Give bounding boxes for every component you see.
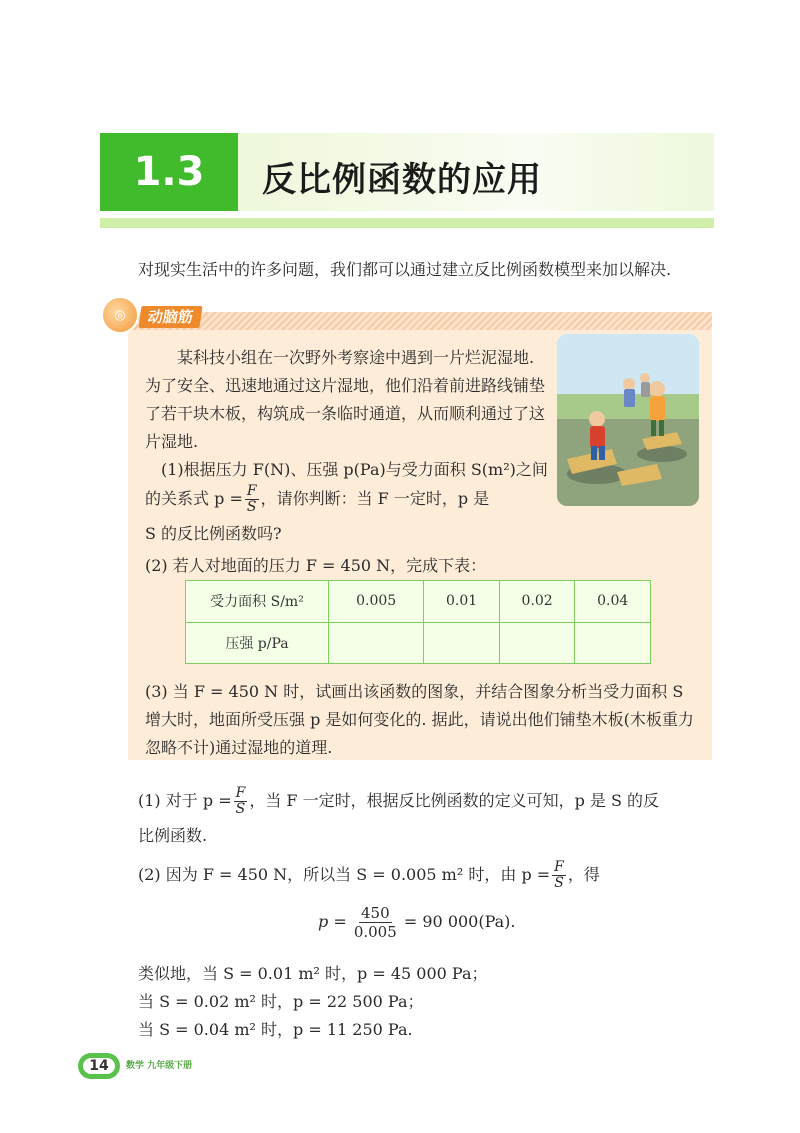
- table-row: [186, 622, 651, 664]
- formula-lhs: p =: [202, 791, 232, 810]
- fraction-numerator: F: [235, 785, 246, 801]
- page-number-badge: [78, 1053, 120, 1079]
- think-label: 动脑筋: [138, 306, 202, 328]
- solution-1-text-b: ，当 F 一定时，根据反比例函数的定义可知，p 是 S 的反: [249, 791, 660, 810]
- question-1: [145, 456, 555, 515]
- section-title: 反比例函数的应用: [262, 160, 542, 200]
- solution-2-text: (2) 因为 F = 450 N，所以当 S = 0.005 m² 时，由: [138, 865, 517, 884]
- formula-fraction: [234, 786, 248, 817]
- solution-2: [138, 860, 600, 891]
- fraction-denominator: S: [235, 801, 246, 817]
- intro-text: 对现实生活中的许多问题，我们都可以通过建立反比例函数模型来加以解决.: [138, 260, 672, 279]
- table-cell-empty: [424, 622, 500, 664]
- equation: [318, 904, 516, 941]
- question-1-text-b: ，请你判断：当 F 一定时，p 是: [260, 489, 490, 508]
- formula-lhs: p =: [214, 489, 243, 508]
- equation-fraction: [354, 904, 397, 941]
- header-divider: [100, 218, 714, 228]
- page-number: 14: [83, 1058, 114, 1074]
- table-cell: 0.04: [575, 581, 651, 623]
- fraction-numerator: F: [246, 483, 257, 499]
- solution-1-text: (1) 对于: [138, 791, 198, 810]
- solution-line-4: 当 S = 0.02 m² 时，p = 22 500 Pa；: [138, 992, 424, 1011]
- fraction-denominator: S: [554, 875, 564, 891]
- fraction-denominator: 0.005: [353, 923, 397, 941]
- question-3: (3) 当 F = 450 N 时，试画出该函数的图象，并结合图象分析当受力面积 S 增大时，地面所受压强 p 是如何变化的. 据此，请说出他们铺垫木板(木板重力忽略不计)通过湿地的道理.: [145, 682, 694, 757]
- solution-1-end: 比例函数.: [138, 826, 208, 845]
- fraction-denominator: S: [246, 499, 257, 515]
- solution-1: [138, 786, 718, 817]
- formula-lhs: p =: [521, 865, 551, 884]
- formula-fraction: [245, 484, 259, 515]
- table-cell-empty: [329, 622, 424, 664]
- solution-line-5: 当 S = 0.04 m² 时，p = 11 250 Pa.: [138, 1020, 413, 1039]
- table-row: [186, 581, 651, 623]
- table-cell: 0.02: [499, 581, 575, 623]
- fraction-numerator: F: [554, 859, 564, 875]
- question-1-end: S 的反比例函数吗?: [145, 524, 282, 543]
- solution-line-3: 类似地，当 S = 0.01 m² 时，p = 45 000 Pa；: [138, 964, 488, 983]
- question-1-text: (1)根据压力 F(N)、压强 p(Pa)与受力面积 S(m²)之间的关系式: [145, 460, 548, 508]
- equation-rhs: = 90 000(Pa).: [403, 912, 516, 931]
- fraction-numerator: 450: [360, 904, 390, 922]
- table-header-pressure: 压强 p/Pa: [186, 622, 329, 664]
- solution-2-text-b: ，得: [567, 865, 600, 884]
- table-cell-empty: [575, 622, 651, 664]
- table-header-area: 受力面积 S/m²: [186, 581, 329, 623]
- problem-paragraph: 某科技小组在一次野外考察途中遇到一片烂泥湿地. 为了安全、迅速地通过这片湿地，他们沿着前进路线铺垫了若干块木板，构筑成一条临时通道，从而顺利通过了这片湿地.: [145, 348, 546, 451]
- footer-text: 数学 九年级下册: [126, 1061, 193, 1071]
- think-box-stripe: [115, 312, 712, 330]
- wetland-illustration: [557, 334, 699, 506]
- pressure-table: [185, 580, 651, 664]
- table-cell-empty: [499, 622, 575, 664]
- equation-lhs: p =: [318, 912, 347, 931]
- table-cell: 0.01: [424, 581, 500, 623]
- section-number: 1.3: [100, 133, 238, 211]
- formula-fraction: [552, 860, 566, 891]
- brain-icon: ◎: [101, 296, 139, 334]
- table-cell: 0.005: [329, 581, 424, 623]
- question-2: (2) 若人对地面的压力 F = 450 N，完成下表：: [145, 556, 487, 575]
